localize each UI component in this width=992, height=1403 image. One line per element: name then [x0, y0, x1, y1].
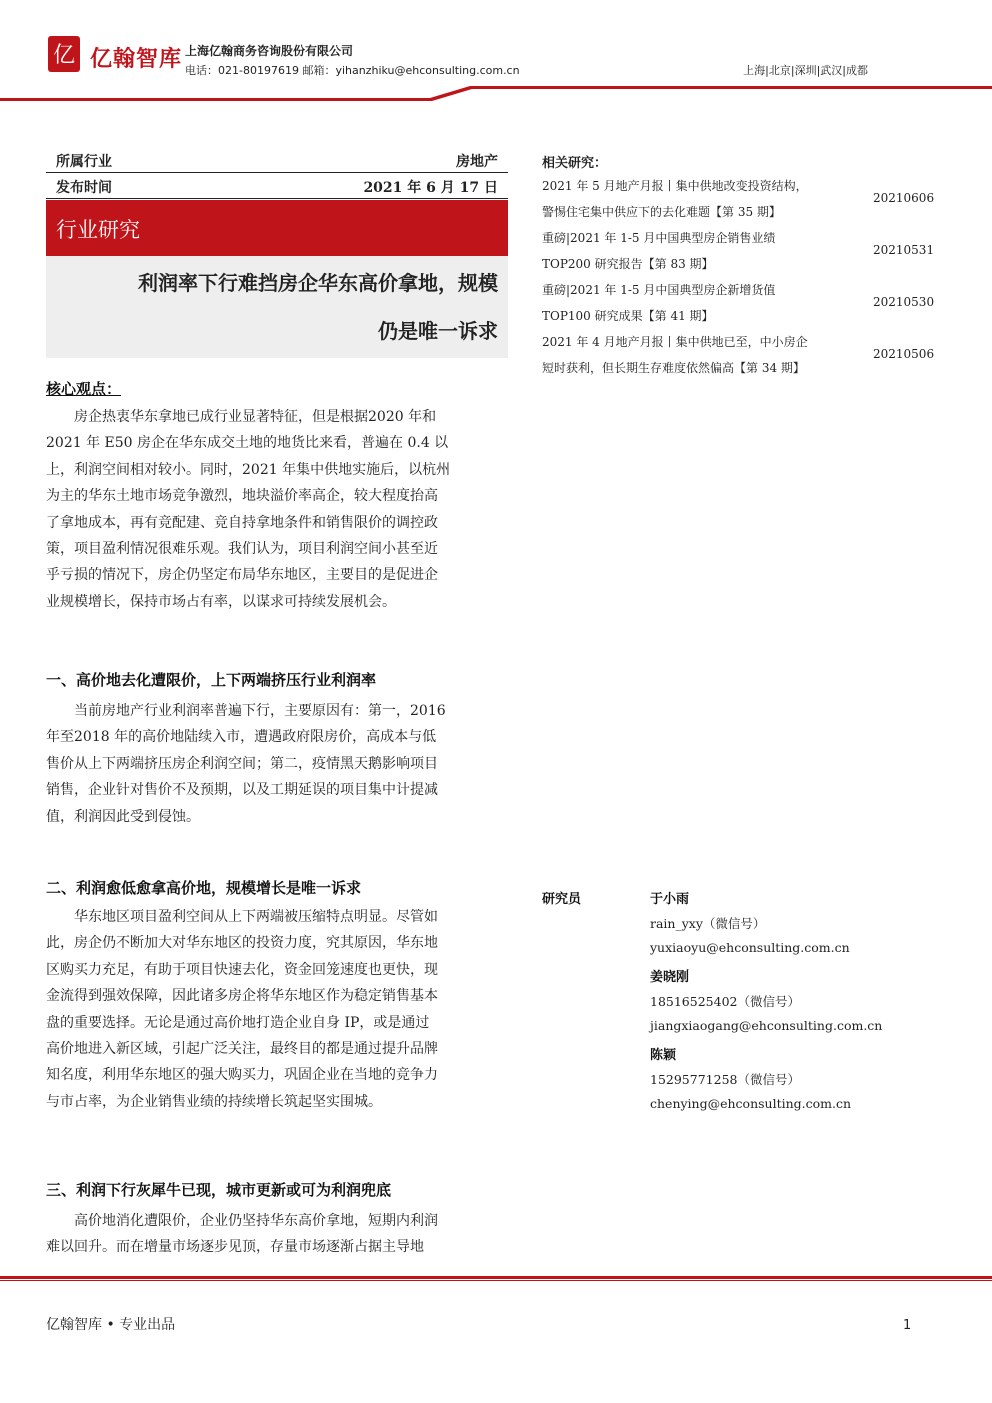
- core-line: 2021 年 E50 房企在华东成交土地的地货比来看，普遍在 0.4 以: [46, 435, 449, 452]
- section-2-line: 盘的重要选择。无论是通过高价地打造企业自身 IP，或是通过: [46, 1014, 430, 1031]
- researcher-name: 于小雨: [650, 892, 690, 907]
- related-item[interactable]: [542, 173, 862, 225]
- header-divider: [0, 84, 992, 104]
- related-item-title: 重磅|2021 年 1-5 月中国典型房企销售业绩: [542, 231, 776, 245]
- related-item-date: 20210531: [873, 243, 935, 257]
- related-item-date: 20210506: [873, 347, 935, 361]
- related-item-date: 20210530: [873, 295, 935, 309]
- date-value: 2021 年 6 月 17 日: [363, 180, 498, 196]
- section-1-paragraph: [46, 698, 506, 830]
- office-cities: 上海|北京|深圳|武汉|成都: [743, 64, 868, 77]
- category-label: 行业研究: [56, 218, 140, 242]
- section-2-line: 与市占率，为企业销售业绩的持续增长筑起坚实围城。: [46, 1093, 382, 1110]
- section-3-line: 高价地消化遭限价，企业仍坚持华东高价拿地，短期内利润: [74, 1213, 438, 1229]
- section-1-line: 年至2018 年的高价地陆续入市，遭遇政府限房价，高成本与低: [46, 729, 437, 746]
- section-3-heading: 三、利润下行灰犀牛已现，城市更新或可为利润兜底: [46, 1181, 392, 1199]
- related-research-heading: 相关研究：: [542, 156, 608, 171]
- section-1-line: 售价从上下两端挤压房企利润空间；第二，疫情黑天鹅影响项目: [46, 755, 438, 772]
- related-item[interactable]: [542, 277, 862, 329]
- section-2-paragraph: [46, 904, 506, 1115]
- related-item[interactable]: [542, 225, 862, 277]
- section-1-line: 当前房地产行业利润率普遍下行，主要原因有：第一，2016: [74, 703, 446, 719]
- related-item-title: TOP200 研究报告【第 83 期】: [542, 257, 714, 271]
- core-line: 上，利润空间相对较小。同时，2021 年集中供地实施后，以杭州: [46, 461, 451, 478]
- section-2-line: 华东地区项目盈利空间从上下两端被压缩特点明显。尽管如: [74, 909, 438, 925]
- logo-text: 亿翰智库: [90, 47, 183, 72]
- date-label: 发布时间: [56, 180, 112, 196]
- footer-text: 亿翰智库 • 专业出品: [46, 1317, 176, 1333]
- section-3-paragraph: [46, 1208, 506, 1261]
- report-title-line-2: 仍是唯一诉求: [378, 319, 498, 343]
- core-heading: 核心观点：: [46, 380, 122, 398]
- related-item-title: 警惕住宅集中供应下的去化难题【第 35 期】: [542, 205, 781, 219]
- section-3-line: 难以回升。而在增量市场逐步见顶，存量市场逐渐占据主导地: [46, 1239, 424, 1256]
- industry-label: 所属行业: [56, 154, 112, 170]
- researcher-wechat: rain_yxy（微信号）: [650, 916, 766, 931]
- researcher-email[interactable]: jiangxiaogang@ehconsulting.com.cn: [650, 1018, 883, 1033]
- section-2-line: 高价地进入新区域，引起广泛关注，最终目的都是通过提升品牌: [46, 1041, 438, 1058]
- core-line: 为主的华东土地市场竞争激烈，地块溢价率高企，较大程度抬高: [46, 488, 438, 505]
- section-2-heading: 二、利润愈低愈拿高价地，规模增长是唯一诉求: [46, 879, 362, 897]
- page-number: 1: [903, 1318, 912, 1333]
- section-1-line: 销售，企业针对售价不及预期，以及工期延误的项目集中计提减: [46, 782, 438, 799]
- company-contact: 电话：021-80197619 邮箱：yihanzhiku@ehconsulting.com.cn: [185, 64, 520, 77]
- related-item[interactable]: [542, 329, 862, 381]
- company-name: 上海亿翰商务咨询股份有限公司: [185, 44, 354, 58]
- section-2-line: 区购买力充足，有助于项目快速去化，资金回笼速度也更快，现: [46, 961, 438, 978]
- section-2-line: 知名度，利用华东地区的强大购买力，巩固企业在当地的竞争力: [46, 1067, 438, 1084]
- svg-text:亿: 亿: [52, 43, 76, 68]
- related-item-date: 20210606: [873, 191, 935, 205]
- footer-divider: [0, 1276, 992, 1282]
- core-paragraph: [46, 404, 506, 615]
- researcher-email[interactable]: yuxiaoyu@ehconsulting.com.cn: [650, 940, 850, 955]
- section-1-heading: 一、高价地去化遭限价，上下两端挤压行业利润率: [46, 671, 377, 689]
- related-item-title: TOP100 研究成果【第 41 期】: [542, 309, 714, 323]
- company-logo-icon: [46, 34, 82, 74]
- core-line: 业规模增长，保持市场占有率，以谋求可持续发展机会。: [46, 593, 396, 610]
- industry-value: 房地产: [456, 154, 498, 170]
- researcher-wechat: 15295771258（微信号）: [650, 1072, 800, 1087]
- researcher-name: 陈颖: [650, 1048, 677, 1063]
- date-row: [46, 174, 508, 199]
- section-2-line: 金流得到强效保障，因此诸多房企将华东地区作为稳定销售基本: [46, 988, 438, 1005]
- core-line: 策，项目盈利情况很难乐观。我们认为，项目利润空间小甚至近: [46, 541, 438, 558]
- related-item-title: 2021 年 4 月地产月报丨集中供地已至，中小房企: [542, 335, 808, 349]
- related-item-title: 2021 年 5 月地产月报丨集中供地改变投资结构，: [542, 179, 808, 193]
- related-item-title: 短时获利，但长期生存难度依然偏高【第 34 期】: [542, 361, 805, 375]
- core-line: 了拿地成本，再有竞配建、竞自持拿地条件和销售限价的调控政: [46, 514, 438, 531]
- core-line: 乎亏损的情况下，房企仍坚定布局华东地区，主要目的是促进企: [46, 567, 438, 584]
- report-title-line-1: 利润率下行难挡房企华东高价拿地，规模: [138, 271, 498, 295]
- core-line: 房企热衷华东拿地已成行业显著特征，但是根据2020 年和: [74, 409, 437, 425]
- researcher-wechat: 18516525402（微信号）: [650, 994, 800, 1009]
- section-1-line: 值，利润因此受到侵蚀。: [46, 808, 200, 825]
- researcher-name: 姜晓刚: [650, 970, 690, 985]
- researcher-email[interactable]: chenying@ehconsulting.com.cn: [650, 1096, 852, 1111]
- industry-row: [46, 148, 508, 173]
- related-item-title: 重磅|2021 年 1-5 月中国典型房企新增货值: [542, 283, 776, 297]
- section-2-line: 此，房企仍不断加大对华东地区的投资力度，究其原因，华东地: [46, 935, 438, 952]
- researcher-label: 研究员: [542, 892, 582, 907]
